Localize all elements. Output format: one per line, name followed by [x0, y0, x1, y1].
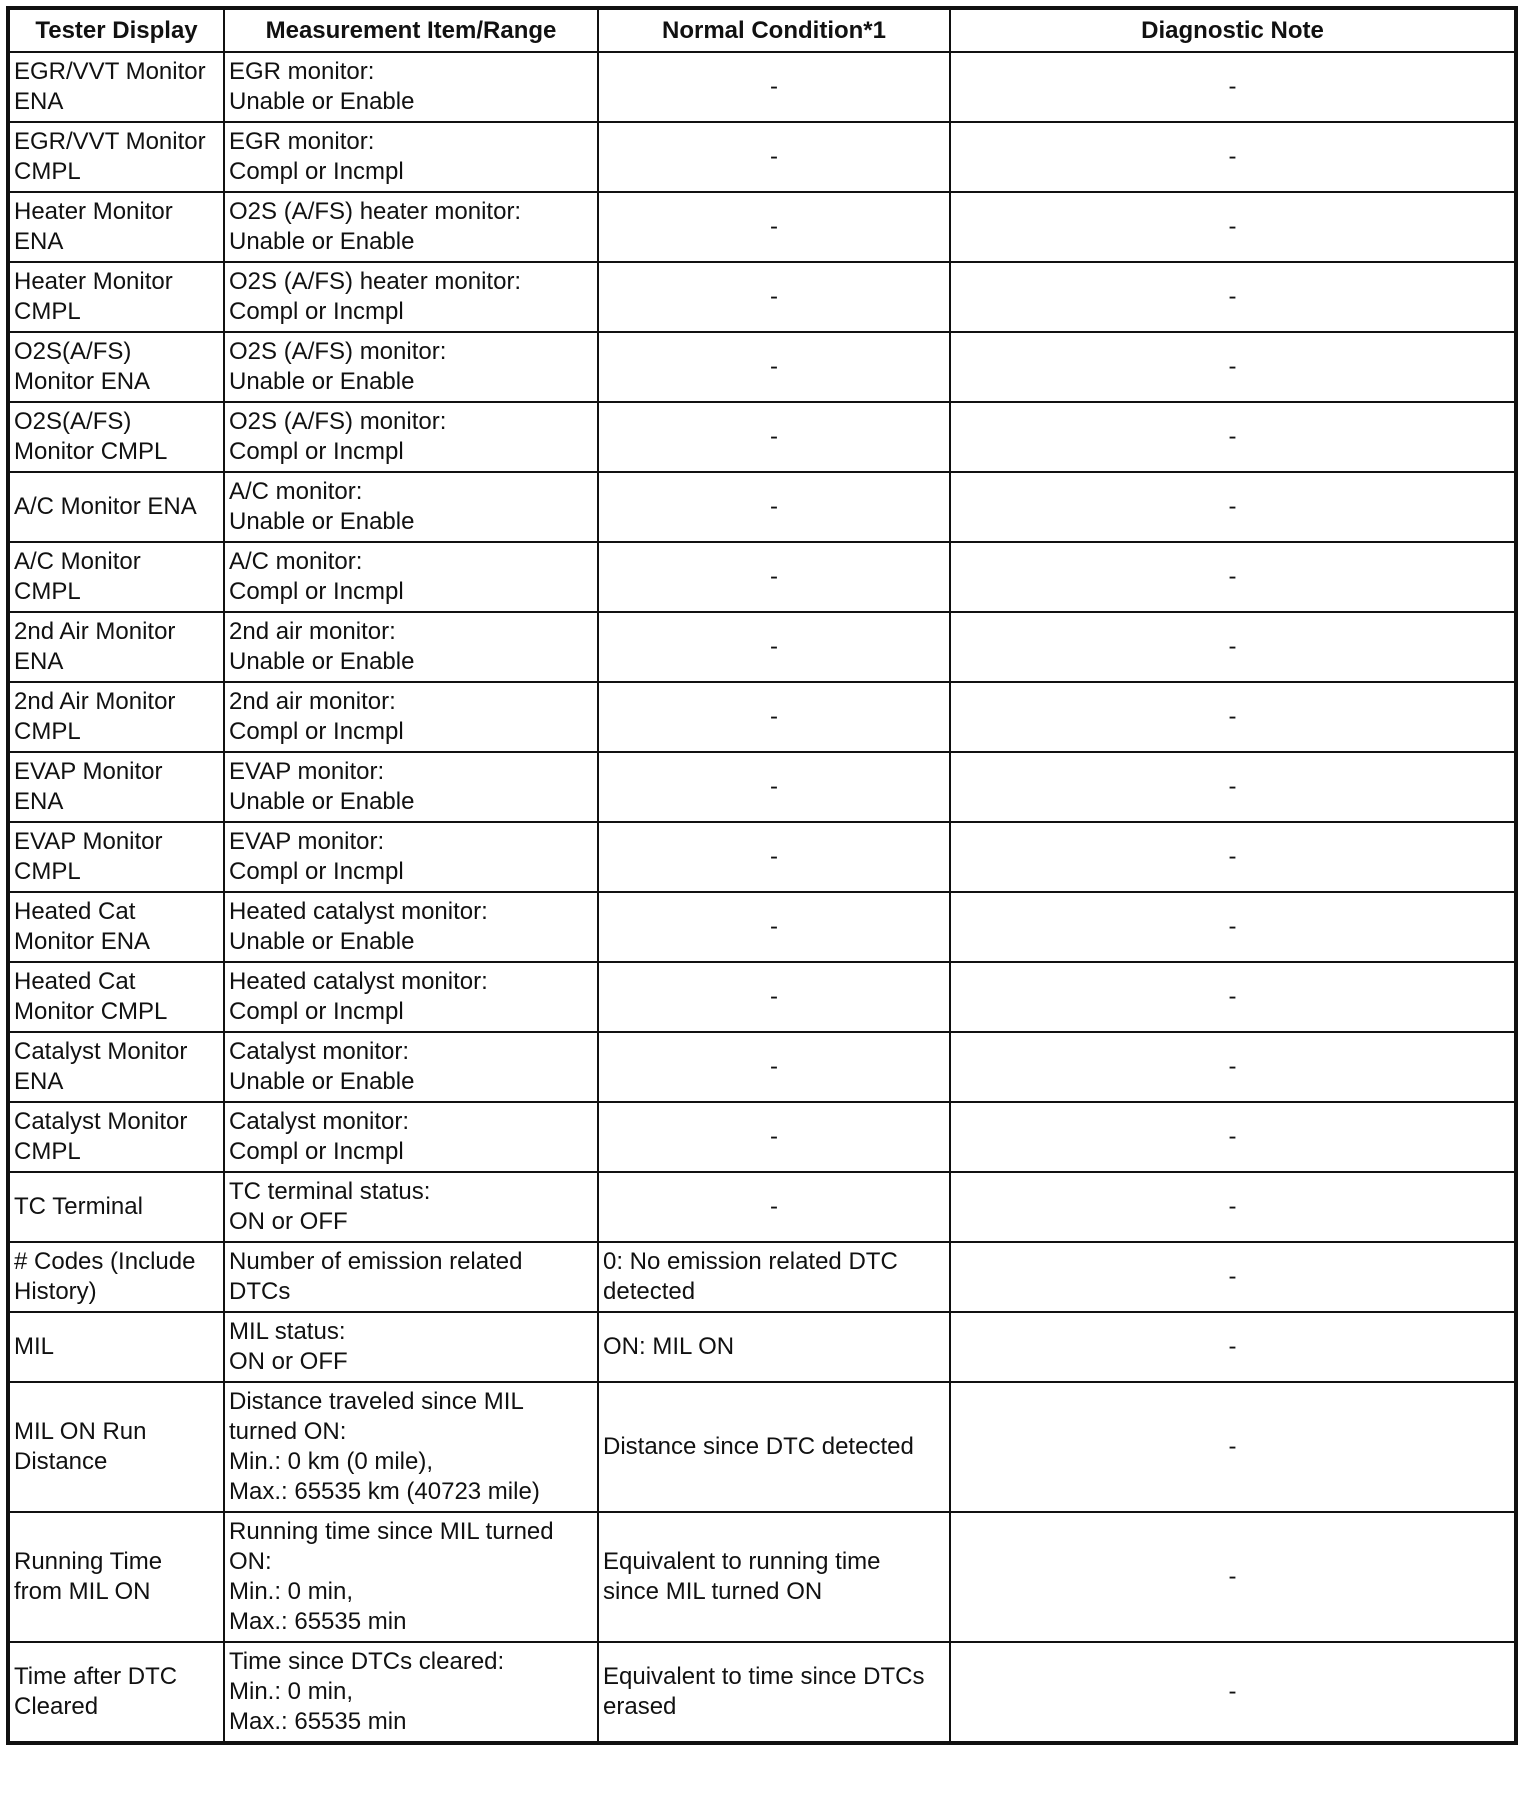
cell-text-line: Compl or Incmpl	[229, 858, 404, 885]
cell-text-line: CMPL	[14, 1138, 81, 1165]
table-row	[8, 1242, 1516, 1312]
cell-text-line: A/C monitor:	[229, 548, 363, 575]
cell-text-line: Max.: 65535 km (40723 mile)	[229, 1478, 540, 1505]
cell-normal-condition	[598, 542, 950, 612]
cell-normal-condition	[598, 1242, 950, 1312]
cell-text-line: -	[1228, 633, 1237, 660]
cell-text-line: -	[1228, 283, 1237, 310]
cell-text-line: -	[770, 493, 778, 520]
cell-text-line: -	[770, 913, 778, 940]
cell-text-line: CMPL	[14, 298, 81, 325]
cell-text-line: Heater Monitor	[14, 268, 173, 295]
cell-measurement-item	[224, 1102, 598, 1172]
cell-text-line: -	[1228, 773, 1237, 800]
cell-text-line: -	[1228, 563, 1237, 590]
cell-diagnostic-note	[950, 962, 1516, 1032]
cell-text-line: ON or OFF	[229, 1208, 348, 1235]
cell-text-line: -	[1228, 1333, 1237, 1360]
cell-text-line: EVAP monitor:	[229, 828, 385, 855]
table-row	[8, 192, 1516, 262]
cell-text-line: Compl or Incmpl	[229, 578, 404, 605]
cell-text-line: -	[1228, 1563, 1237, 1590]
cell-tester-display	[8, 1032, 224, 1102]
cell-text-line: Compl or Incmpl	[229, 298, 404, 325]
cell-normal-condition	[598, 1172, 950, 1242]
cell-tester-display	[8, 332, 224, 402]
cell-diagnostic-note	[950, 1172, 1516, 1242]
cell-text-line: EGR monitor:	[229, 58, 375, 85]
cell-normal-condition	[598, 1102, 950, 1172]
cell-measurement-item	[224, 402, 598, 472]
cell-text-line: A/C Monitor ENA	[14, 493, 197, 520]
cell-measurement-item	[224, 682, 598, 752]
cell-text-line: O2S (A/FS) monitor:	[229, 408, 447, 435]
table-row	[8, 892, 1516, 962]
cell-text-line: O2S(A/FS)	[14, 338, 132, 365]
table-row	[8, 1512, 1516, 1642]
cell-text-line: DTCs	[229, 1278, 291, 1305]
cell-diagnostic-note	[950, 332, 1516, 402]
cell-measurement-item	[224, 262, 598, 332]
cell-text-line: Min.: 0 km (0 mile),	[229, 1448, 434, 1475]
cell-text-line: turned ON:	[229, 1418, 347, 1445]
cell-text-line: -	[1228, 913, 1237, 940]
cell-text-line: -	[770, 563, 778, 590]
table-row	[8, 52, 1516, 122]
table-row	[8, 472, 1516, 542]
cell-text-line: Monitor CMPL	[14, 998, 168, 1025]
cell-diagnostic-note	[950, 1312, 1516, 1382]
cell-text-line: Heated Cat	[14, 898, 136, 925]
cell-text-line: 2nd Air Monitor	[14, 618, 176, 645]
cell-text-line: Unable or Enable	[229, 1068, 415, 1095]
cell-tester-display	[8, 752, 224, 822]
cell-text-line: Compl or Incmpl	[229, 158, 404, 185]
cell-text-line: 0: No emission related DTC	[603, 1248, 898, 1275]
table-row	[8, 1382, 1516, 1512]
cell-normal-condition	[598, 472, 950, 542]
cell-text-line: -	[1228, 703, 1237, 730]
cell-text-line: -	[770, 283, 778, 310]
cell-text-line: Unable or Enable	[229, 88, 415, 115]
cell-text-line: erased	[603, 1693, 677, 1720]
cell-normal-condition	[598, 752, 950, 822]
cell-text-line: CMPL	[14, 578, 81, 605]
table-row	[8, 752, 1516, 822]
table-row	[8, 542, 1516, 612]
cell-text-line: CMPL	[14, 858, 81, 885]
cell-measurement-item	[224, 1642, 598, 1743]
cell-tester-display	[8, 682, 224, 752]
cell-text-line: Time after DTC	[14, 1663, 178, 1690]
cell-diagnostic-note	[950, 52, 1516, 122]
cell-text-line: EVAP monitor:	[229, 758, 385, 785]
cell-normal-condition	[598, 52, 950, 122]
cell-normal-condition	[598, 122, 950, 192]
cell-text-line: Compl or Incmpl	[229, 998, 404, 1025]
table-row	[8, 822, 1516, 892]
cell-measurement-item	[224, 1512, 598, 1642]
cell-text-line: MIL	[14, 1333, 55, 1360]
cell-text-line: -	[1228, 843, 1237, 870]
cell-text-line: Catalyst monitor:	[229, 1038, 410, 1065]
cell-normal-condition	[598, 962, 950, 1032]
cell-text-line: Max.: 65535 min	[229, 1708, 407, 1735]
cell-normal-condition	[598, 192, 950, 262]
cell-diagnostic-note	[950, 122, 1516, 192]
cell-tester-display	[8, 472, 224, 542]
cell-normal-condition	[598, 1032, 950, 1102]
cell-text-line: Equivalent to running time	[603, 1548, 881, 1575]
cell-text-line: from MIL ON	[14, 1578, 151, 1605]
cell-text-line: 2nd air monitor:	[229, 618, 396, 645]
cell-text-line: Monitor ENA	[14, 928, 151, 955]
cell-text-line: ENA	[14, 788, 64, 815]
cell-normal-condition	[598, 682, 950, 752]
table-row	[8, 122, 1516, 192]
cell-text-line: # Codes (Include	[14, 1248, 196, 1275]
cell-text-line: Compl or Incmpl	[229, 1138, 404, 1165]
cell-text-line: History)	[14, 1278, 97, 1305]
cell-text-line: A/C Monitor	[14, 548, 141, 575]
cell-text-line: EVAP Monitor	[14, 758, 163, 785]
cell-diagnostic-note	[950, 1642, 1516, 1743]
cell-measurement-item	[224, 892, 598, 962]
cell-text-line: Distance traveled since MIL	[229, 1388, 524, 1415]
cell-text-line: -	[770, 1193, 778, 1220]
cell-measurement-item	[224, 822, 598, 892]
cell-normal-condition	[598, 1642, 950, 1743]
cell-measurement-item	[224, 472, 598, 542]
cell-text-line: Running time since MIL turned	[229, 1518, 554, 1545]
cell-diagnostic-note	[950, 402, 1516, 472]
cell-text-line: Unable or Enable	[229, 928, 415, 955]
cell-normal-condition	[598, 1312, 950, 1382]
cell-diagnostic-note	[950, 192, 1516, 262]
cell-text-line: ENA	[14, 1068, 64, 1095]
cell-text-line: ON or OFF	[229, 1348, 348, 1375]
cell-text-line: -	[770, 983, 778, 1010]
cell-text-line: Unable or Enable	[229, 788, 415, 815]
cell-text-line: -	[770, 703, 778, 730]
cell-text-line: 2nd air monitor:	[229, 688, 396, 715]
cell-text-line: ENA	[14, 88, 64, 115]
cell-text-line: EGR/VVT Monitor	[14, 128, 206, 155]
table-row	[8, 1172, 1516, 1242]
cell-text-line: Catalyst Monitor	[14, 1038, 188, 1065]
cell-tester-display	[8, 1382, 224, 1512]
cell-diagnostic-note	[950, 542, 1516, 612]
cell-tester-display	[8, 262, 224, 332]
cell-tester-display	[8, 542, 224, 612]
cell-measurement-item	[224, 1172, 598, 1242]
cell-normal-condition	[598, 1382, 950, 1512]
cell-tester-display	[8, 1512, 224, 1642]
cell-text-line: -	[770, 423, 778, 450]
cell-diagnostic-note	[950, 1032, 1516, 1102]
cell-text-line: -	[1228, 1263, 1237, 1290]
cell-tester-display	[8, 612, 224, 682]
cell-tester-display	[8, 962, 224, 1032]
cell-text-line: -	[1228, 1193, 1237, 1220]
header-tester-display: Tester Display	[8, 8, 224, 52]
cell-tester-display	[8, 822, 224, 892]
cell-text-line: EVAP Monitor	[14, 828, 163, 855]
cell-text-line: Unable or Enable	[229, 228, 415, 255]
cell-measurement-item	[224, 122, 598, 192]
cell-text-line: Equivalent to time since DTCs	[603, 1663, 925, 1690]
cell-text-line: -	[770, 353, 778, 380]
table-header-row	[8, 8, 1516, 52]
table-row	[8, 612, 1516, 682]
table-row	[8, 682, 1516, 752]
cell-tester-display	[8, 892, 224, 962]
cell-text-line: ON:	[229, 1548, 272, 1575]
cell-text-line: -	[1228, 353, 1237, 380]
document-page	[6, 6, 1514, 1745]
cell-text-line: Unable or Enable	[229, 648, 415, 675]
cell-text-line: Compl or Incmpl	[229, 438, 404, 465]
data-list-table	[6, 6, 1518, 1745]
cell-text-line: -	[1228, 143, 1237, 170]
cell-text-line: O2S (A/FS) monitor:	[229, 338, 447, 365]
cell-normal-condition	[598, 1512, 950, 1642]
cell-text-line: MIL status:	[229, 1318, 346, 1345]
table-row	[8, 262, 1516, 332]
cell-diagnostic-note	[950, 1102, 1516, 1172]
cell-text-line: since MIL turned ON	[603, 1578, 823, 1605]
table-row	[8, 402, 1516, 472]
cell-text-line: EGR/VVT Monitor	[14, 58, 206, 85]
cell-tester-display	[8, 1172, 224, 1242]
cell-measurement-item	[224, 962, 598, 1032]
cell-text-line: CMPL	[14, 158, 81, 185]
cell-text-line: O2S(A/FS)	[14, 408, 132, 435]
cell-diagnostic-note	[950, 472, 1516, 542]
cell-measurement-item	[224, 1312, 598, 1382]
cell-text-line: Number of emission related	[229, 1248, 523, 1275]
cell-text-line: Catalyst Monitor	[14, 1108, 188, 1135]
cell-text-line: CMPL	[14, 718, 81, 745]
cell-tester-display	[8, 1642, 224, 1743]
cell-measurement-item	[224, 1032, 598, 1102]
table-row	[8, 1032, 1516, 1102]
cell-text-line: Distance	[14, 1448, 108, 1475]
cell-text-line: -	[1228, 423, 1237, 450]
cell-text-line: Running Time	[14, 1548, 163, 1575]
table-row	[8, 332, 1516, 402]
cell-text-line: 2nd Air Monitor	[14, 688, 176, 715]
header-diagnostic-note: Diagnostic Note	[950, 8, 1516, 52]
cell-diagnostic-note	[950, 822, 1516, 892]
cell-text-line: Min.: 0 min,	[229, 1578, 354, 1605]
cell-text-line: Max.: 65535 min	[229, 1608, 407, 1635]
cell-text-line: Heated Cat	[14, 968, 136, 995]
cell-diagnostic-note	[950, 1512, 1516, 1642]
cell-text-line: detected	[603, 1278, 696, 1305]
cell-text-line: O2S (A/FS) heater monitor:	[229, 198, 522, 225]
cell-text-line: Heated catalyst monitor:	[229, 968, 488, 995]
cell-text-line: A/C monitor:	[229, 478, 363, 505]
cell-text-line: -	[770, 213, 778, 240]
cell-text-line: -	[1228, 983, 1237, 1010]
cell-text-line: Time since DTCs cleared:	[229, 1648, 505, 1675]
cell-text-line: O2S (A/FS) heater monitor:	[229, 268, 522, 295]
cell-text-line: TC Terminal	[14, 1193, 143, 1220]
cell-diagnostic-note	[950, 262, 1516, 332]
cell-normal-condition	[598, 332, 950, 402]
cell-tester-display	[8, 52, 224, 122]
table-row	[8, 1312, 1516, 1382]
cell-text-line: Compl or Incmpl	[229, 718, 404, 745]
cell-normal-condition	[598, 822, 950, 892]
header-measurement-item: Measurement Item/Range	[224, 8, 598, 52]
cell-text-line: -	[770, 773, 778, 800]
cell-text-line: -	[1228, 73, 1237, 100]
cell-text-line: Monitor ENA	[14, 368, 151, 395]
cell-text-line: -	[1228, 1433, 1237, 1460]
cell-text-line: -	[770, 1053, 778, 1080]
cell-text-line: -	[1228, 1123, 1237, 1150]
cell-text-line: -	[1228, 493, 1237, 520]
cell-diagnostic-note	[950, 892, 1516, 962]
cell-normal-condition	[598, 262, 950, 332]
cell-normal-condition	[598, 892, 950, 962]
cell-text-line: -	[770, 843, 778, 870]
cell-measurement-item	[224, 612, 598, 682]
cell-text-line: Cleared	[14, 1693, 99, 1720]
cell-measurement-item	[224, 542, 598, 612]
cell-text-line: Catalyst monitor:	[229, 1108, 410, 1135]
cell-text-line: -	[770, 1123, 778, 1150]
cell-diagnostic-note	[950, 752, 1516, 822]
table-row	[8, 1102, 1516, 1172]
cell-text-line: Heated catalyst monitor:	[229, 898, 488, 925]
cell-text-line: ON: MIL ON	[603, 1333, 735, 1360]
cell-diagnostic-note	[950, 612, 1516, 682]
cell-tester-display	[8, 1242, 224, 1312]
cell-text-line: TC terminal status:	[229, 1178, 431, 1205]
cell-text-line: EGR monitor:	[229, 128, 375, 155]
cell-diagnostic-note	[950, 682, 1516, 752]
cell-diagnostic-note	[950, 1382, 1516, 1512]
cell-text-line: Heater Monitor	[14, 198, 173, 225]
cell-text-line: -	[1228, 1053, 1237, 1080]
cell-text-line: Distance since DTC detected	[603, 1433, 914, 1460]
cell-text-line: Min.: 0 min,	[229, 1678, 354, 1705]
cell-text-line: -	[770, 143, 778, 170]
cell-measurement-item	[224, 332, 598, 402]
cell-text-line: Monitor CMPL	[14, 438, 168, 465]
cell-normal-condition	[598, 402, 950, 472]
cell-measurement-item	[224, 1242, 598, 1312]
table-row	[8, 962, 1516, 1032]
table-row	[8, 1642, 1516, 1743]
header-normal-condition: Normal Condition*1	[598, 8, 950, 52]
cell-tester-display	[8, 402, 224, 472]
cell-measurement-item	[224, 192, 598, 262]
cell-text-line: -	[770, 633, 778, 660]
cell-text-line: -	[1228, 213, 1237, 240]
cell-text-line: Unable or Enable	[229, 508, 415, 535]
cell-measurement-item	[224, 752, 598, 822]
cell-measurement-item	[224, 1382, 598, 1512]
cell-normal-condition	[598, 612, 950, 682]
cell-tester-display	[8, 1312, 224, 1382]
cell-text-line: MIL ON Run	[14, 1418, 147, 1445]
cell-tester-display	[8, 122, 224, 192]
cell-text-line: ENA	[14, 228, 64, 255]
cell-diagnostic-note	[950, 1242, 1516, 1312]
cell-text-line: -	[1228, 1678, 1237, 1705]
cell-text-line: ENA	[14, 648, 64, 675]
cell-text-line: -	[770, 73, 778, 100]
cell-measurement-item	[224, 52, 598, 122]
cell-tester-display	[8, 192, 224, 262]
cell-text-line: Unable or Enable	[229, 368, 415, 395]
cell-tester-display	[8, 1102, 224, 1172]
